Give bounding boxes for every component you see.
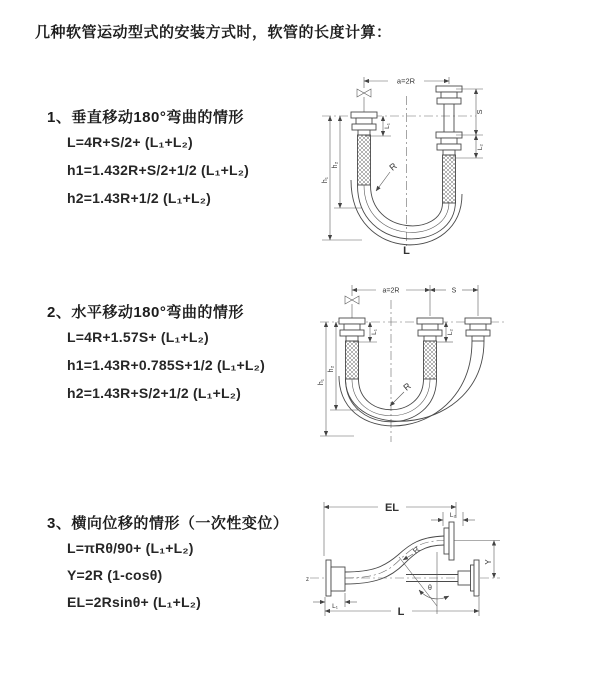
left-flange-fitting — [326, 560, 345, 596]
label-s: S — [475, 109, 484, 115]
dimension-l1 — [313, 593, 357, 610]
left-flange-fitting — [339, 318, 365, 379]
section-2-formula-h2: h2=1.43R+S/2+1/2 (L₁+L₂) — [67, 385, 242, 401]
braided-hose-section — [424, 341, 437, 379]
label-el: EL — [384, 502, 400, 514]
upper-right-flange — [444, 522, 454, 560]
label-y: Y — [484, 559, 493, 565]
label-l: L — [397, 606, 405, 618]
label-h2: h₂ — [332, 161, 339, 169]
right-flange-fitting — [436, 86, 462, 203]
label-r: R — [411, 545, 422, 556]
section-2-heading: 2、水平移动180°弯曲的情形 — [47, 304, 244, 321]
dimension-radius — [376, 160, 399, 191]
label-a2r: a=2R — [382, 287, 400, 295]
dimension-el — [324, 502, 456, 556]
break-symbol: z — [306, 577, 309, 583]
dimension-s — [430, 285, 478, 316]
page-title: 几种软管运动型式的安装方式时，软管的长度计算： — [35, 24, 392, 41]
s-curve-hose — [345, 536, 444, 584]
section-1-heading: 1、垂直移动180°弯曲的情形 — [47, 109, 244, 126]
section-3-heading: 3、横向位移的情形（一次性变位） — [47, 515, 289, 532]
label-l: L — [403, 245, 410, 257]
dimension-s — [456, 89, 484, 135]
dimension-l — [325, 597, 479, 618]
dimension-radius — [390, 380, 413, 406]
label-a2r: a=2R — [396, 76, 416, 86]
u-bend-hose — [339, 341, 484, 426]
label-r: R — [387, 160, 399, 173]
label-l1: L₁ — [384, 123, 391, 129]
diagram-vertical-180-bend — [306, 68, 596, 260]
diagram-lateral-displacement — [296, 494, 596, 644]
section-1-formula-h1: h1=1.432R+S/2+1/2 (L₁+L₂) — [67, 162, 249, 178]
section-3-formula-el: EL=2Rsinθ+ (L₁+L₂) — [67, 594, 202, 610]
section-3-formula-y: Y=2R (1-cosθ) — [67, 567, 163, 583]
label-r: R — [401, 380, 413, 393]
dimension-radius — [403, 545, 422, 560]
label-l1: L₁ — [371, 329, 378, 335]
label-h2: h₂ — [328, 365, 335, 373]
right-flange-fitting — [465, 318, 491, 341]
valve-icon — [345, 296, 359, 318]
label-h1: h₁ — [322, 176, 329, 184]
dimension-h1 — [322, 116, 362, 240]
label-l2: L₂ — [449, 512, 457, 519]
valve-icon — [357, 89, 371, 112]
middle-flange-fitting — [417, 318, 443, 379]
braided-hose-section — [358, 135, 371, 185]
label-theta: θ — [428, 585, 432, 592]
label-s: S — [451, 287, 457, 295]
diagram-horizontal-180-bend — [306, 274, 596, 464]
label-h1: h₁ — [318, 378, 325, 386]
section-1-formula-h2: h2=1.43R+1/2 (L₁+L₂) — [67, 190, 212, 206]
label-l1: L₁ — [332, 603, 338, 610]
braided-hose-section — [443, 155, 456, 203]
label-l2: L₂ — [477, 143, 484, 151]
braided-hose-section — [346, 341, 359, 379]
section-2-formula-l: L=4R+1.57S+ (L₁+L₂) — [67, 329, 209, 345]
label-l2: L₂ — [447, 328, 454, 336]
left-flange-fitting — [351, 112, 377, 185]
section-1-formula-l: L=4R+S/2+ (L₁+L₂) — [67, 134, 193, 150]
section-3-formula-l: L=πRθ/90+ (L₁+L₂) — [67, 540, 194, 556]
section-2-formula-h1: h1=1.43R+0.785S+1/2 (L₁+L₂) — [67, 357, 265, 373]
